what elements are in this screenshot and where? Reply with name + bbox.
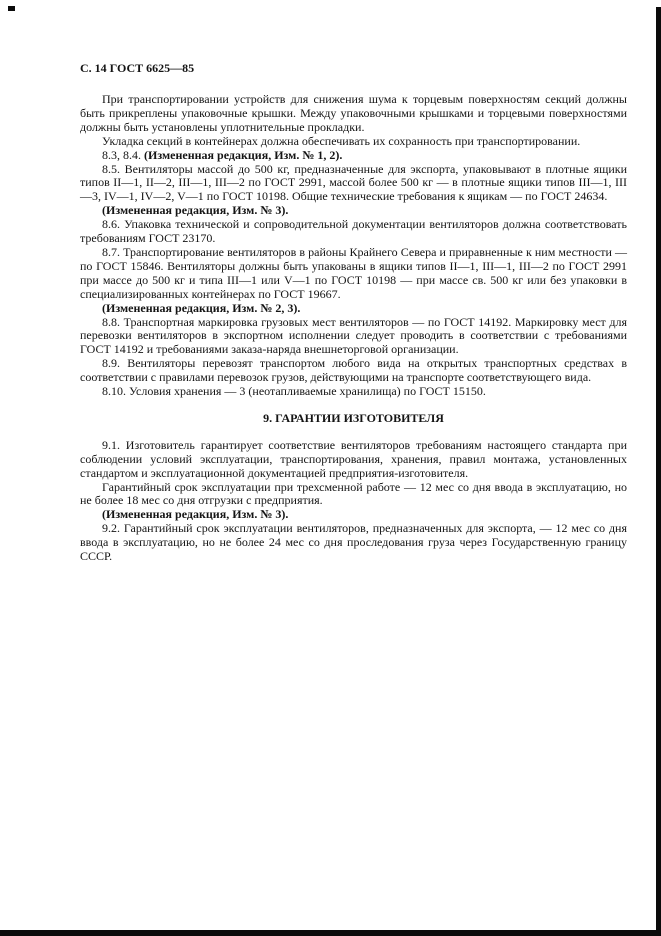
paragraph — [80, 357, 627, 385]
text-run: Укладка секций в контейнерах должна обеспечивать их сохранность при транспортировании. — [102, 133, 581, 148]
text-run: 8.8. Транспортная маркировка грузовых мест вентиляторов — по ГОСТ 14192. Маркировку мест для перевозки вентиляторов в экспортном исполнении следует проводить в соответствии с требованиями ГОСТ 14192 и требованиями заказа-наряда внешнеторговой организации. — [80, 314, 627, 357]
text-run: (Измененная редакция, Изм. № 3). — [102, 507, 289, 522]
paragraph — [80, 522, 627, 564]
document-body — [80, 93, 627, 564]
text-run: 8.10. Условия хранения — 3 (неотапливаемые хранилища) по ГОСТ 15150. — [102, 384, 486, 399]
paragraph — [80, 135, 627, 149]
paragraph — [80, 385, 627, 399]
text-run: 9. ГАРАНТИИ ИЗГОТОВИТЕЛЯ — [263, 410, 444, 425]
paragraph — [80, 439, 627, 481]
text-run: Гарантийный срок эксплуатации при трехсменной работе — 12 мес со дня ввода в эксплуатацию, но не более 18 мес со дня отгрузки с предприятия. — [80, 479, 627, 508]
paragraph — [80, 508, 627, 522]
text-run: 8.3, 8.4. — [102, 147, 144, 162]
page-content — [80, 61, 627, 564]
paragraph — [80, 93, 627, 135]
text-run: При транспортировании устройств для снижения шума к торцевым поверхностям секций должны быть прикреплены упаковочные крышки. Между упаковочными крышками и торцевыми поверхностями должны быть установлены уплотнительные прокладки. — [80, 92, 627, 134]
page-header: С. 14 ГОСТ 6625—85 — [80, 61, 195, 75]
text-run: 8.5. Вентиляторы массой до 500 кг, предназначенные для экспорта, упаковывают в плотные ящики типов II—1, II—2, III—1, III—2 по ГОСТ 2991, массой более 500 кг — в плотные ящики типов III—1, III—3, IV—1, IV—2, V—1 по ГОСТ 10198. Общие технические требования к ящикам — по ГОСТ 24634. — [80, 161, 627, 204]
text-run: 8.7. Транспортирование вентиляторов в районы Крайнего Севера и приравненные к ним местности — по ГОСТ 15846. Вентиляторы должны быть упакованы в ящики типов II—1, III—1, III—2 по ГОСТ 2991 при массе до 500 кг и типа III—1 или V—1 по ГОСТ 10198 — при массе св. 500 кг или без упаковки в специализированных контейнерах по ГОСТ 19667. — [80, 244, 627, 301]
text-run: 8.6. Упаковка технической и сопроводительной документации вентиляторов должна соответствовать требованиям ГОСТ 23170. — [80, 217, 627, 246]
paragraph — [80, 246, 627, 302]
paragraph — [80, 302, 627, 316]
paragraph — [80, 204, 627, 218]
text-run: 8.9. Вентиляторы перевозят транспортом любого вида на открытых транспортных средствах в соответствии с правилами перевозок грузов, действующими на транспорте соответствующего вида. — [80, 356, 627, 385]
scan-edge-bottom — [0, 930, 661, 936]
paragraph — [80, 149, 627, 163]
paragraph — [80, 218, 627, 246]
scan-mark-top-left — [8, 6, 15, 11]
text-run: (Измененная редакция, Изм. № 2, 3). — [102, 300, 301, 315]
paragraph — [80, 316, 627, 358]
paragraph — [80, 163, 627, 205]
text-run: (Измененная редакция, Изм. № 1, 2). — [144, 147, 343, 162]
text-run: 9.2. Гарантийный срок эксплуатации вентиляторов, предназначенных для экспорта, — 12 мес со дня ввода в эксплуатацию, но не более 24 мес со дня проследования груза через Государственную границу СССР. — [80, 521, 627, 564]
scan-edge-right — [656, 7, 661, 936]
section-heading — [80, 412, 627, 426]
paragraph — [80, 481, 627, 509]
text-run: (Измененная редакция, Изм. № 3). — [102, 203, 289, 218]
text-run: 9.1. Изготовитель гарантирует соответствие вентиляторов требованиям настоящего стандарта при соблюдении условий эксплуатации, транспортирования, хранения, правил монтажа, установленных стандартом и эксплуатационной документацией предприятия-изготовителя. — [80, 437, 627, 480]
